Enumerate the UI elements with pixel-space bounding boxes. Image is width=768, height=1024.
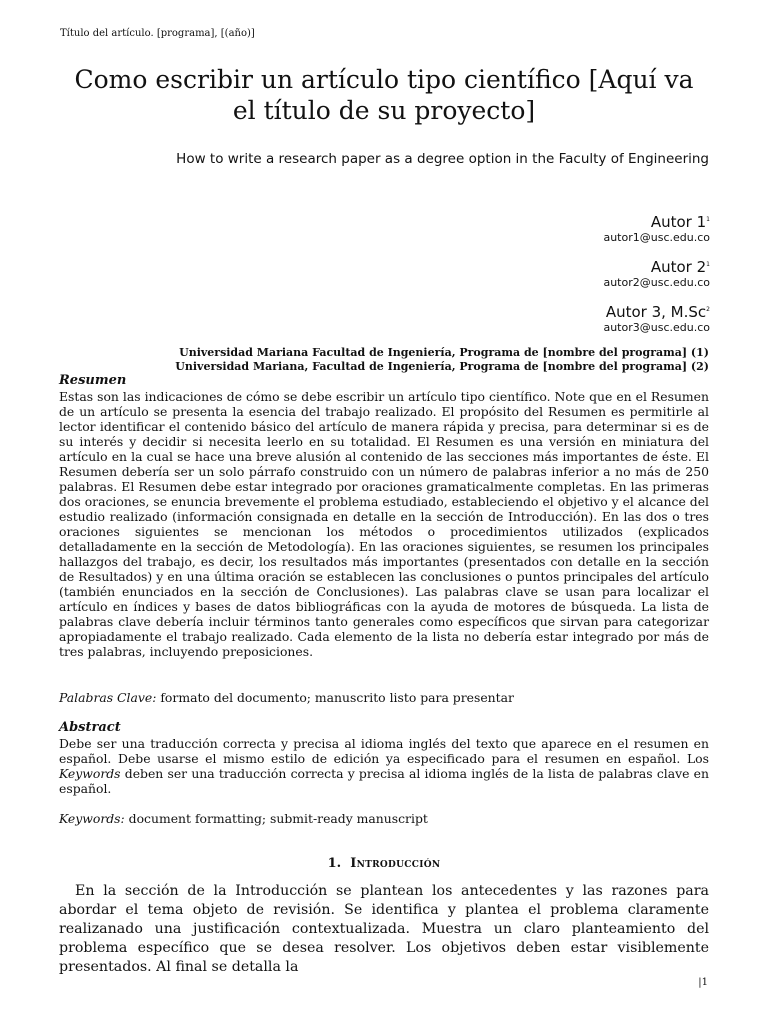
abstract-keywords-word: Keywords bbox=[59, 766, 121, 781]
author-1-email: autor1@usc.edu.co bbox=[603, 231, 710, 244]
paper-title-line-1: Como escribir un artículo tipo científico [Aquí va bbox=[74, 65, 694, 94]
author-1 bbox=[603, 211, 710, 244]
affiliation-2: Universidad Mariana, Facultad de Ingeniería, Programa de [nombre del programa] (2) bbox=[175, 359, 709, 373]
palabras-clave-value: formato del documento; manuscrito listo para presentar bbox=[156, 690, 514, 705]
palabras-clave-label: Palabras Clave: bbox=[59, 690, 157, 705]
introduccion-number: 1. bbox=[327, 856, 342, 871]
resumen-heading: Resumen bbox=[59, 373, 127, 388]
author-3-email: autor3@usc.edu.co bbox=[603, 321, 710, 334]
keywords-value: document formatting; submit-ready manuscript bbox=[124, 811, 428, 826]
author-3 bbox=[603, 301, 710, 334]
abstract-text bbox=[59, 736, 709, 796]
author-3-name-text: Autor 3, M.Sc bbox=[605, 303, 707, 321]
author-1-name-text: Autor 1 bbox=[650, 213, 707, 231]
affiliations bbox=[175, 346, 709, 373]
resumen-text: Estas son las indicaciones de cómo se debe escribir un artículo tipo científico. Note que en el Resumen de un artículo se presenta la esencia del trabajo realizado. El propósito del Resumen es permitirle al lector identificar el contenido básico del artículo de manera rápida y precisa, para determinar si es de su interés y decidir si necesita leerlo en su totalidad. El Resumen es una versión en miniatura del artículo en la cual se hace una breve alusión al contenido de las secciones más importantes de éste. El Resumen debería ser un solo párrafo construido con un número de palabras inferior a no más de 250 palabras. El Resumen debe estar integrado por oraciones gramaticalmente completas. En las primeras dos oraciones, se enuncia brevemente el problema estudiado, estableciendo el objetivo y el alcance del estudio realizado (información consignada en detalle en la sección de Introducción). En las dos o tres oraciones siguientes se mencionan los métodos o procedimientos utilizados (explicados detalladamente en la sección de Metodología). En las oraciones siguientes, se resumen los principales hallazgos del trabajo, es decir, los resultados más importantes (presentados con detalle en la sección de Resultados) y en una última oración se establecen las conclusiones o puntos principales del artículo (también enunciados en la sección de Conclusiones). Las palabras clave se usan para localizar el artículo en índices y bases de datos bibliográficas con la ayuda de motores de búsqueda. La lista de palabras clave debería incluir términos tanto generales como específicos que sirvan para categorizar apropiadamente el trabajo realizado. Cada elemento de la lista no debería estar integrado por más de tres palabras, incluyendo preposiciones. bbox=[59, 389, 709, 659]
abstract-heading: Abstract bbox=[59, 720, 121, 735]
author-2-name-text: Autor 2 bbox=[650, 258, 707, 276]
author-2 bbox=[603, 256, 710, 289]
introduccion-text: En la sección de la Introducción se plantean los antecedentes y las razones para abordar el tema objeto de revisión. Se identifica y plantea el problema claramente realizanado una justificación contextualizada. Muestra un claro planteamiento del problema específico que se desea resolver. Los objetivos deben estar visiblemente presentados. Al final se detalla la bbox=[59, 883, 709, 975]
page-number: |1 bbox=[698, 977, 708, 988]
keywords-line bbox=[59, 811, 428, 826]
affiliation-1: Universidad Mariana Facultad de Ingeniería, Programa de [nombre del programa] (1) bbox=[179, 346, 709, 359]
author-2-email: autor2@usc.edu.co bbox=[603, 276, 710, 289]
keywords-label: Keywords: bbox=[59, 811, 125, 826]
introduccion-title: Introducción bbox=[350, 856, 441, 871]
author-2-name bbox=[603, 256, 710, 276]
author-3-name bbox=[603, 301, 710, 321]
paper-title bbox=[40, 64, 728, 126]
running-head: Título del artículo. [programa], [(año)] bbox=[60, 28, 255, 39]
author-1-name bbox=[603, 211, 710, 231]
english-title: How to write a research paper as a degree option in the Faculty of Engineering bbox=[176, 151, 709, 167]
abstract-text-part-1: Debe ser una traducción correcta y precisa al idioma inglés del texto que aparece en el resumen en español. Debe usarse el mismo estilo de edición ya especificado para el resumen en español. Los bbox=[59, 736, 709, 766]
paper-title-line-2: el título de su proyecto] bbox=[232, 96, 536, 125]
author-3-affil-mark: 2 bbox=[706, 306, 710, 313]
abstract-text-part-2: deben ser una traducción correcta y precisa al idioma inglés de la lista de palabras clave en español. bbox=[59, 766, 709, 796]
author-2-affil-mark: 1 bbox=[706, 261, 710, 268]
author-1-affil-mark: 1 bbox=[706, 216, 710, 223]
palabras-clave-line bbox=[59, 690, 514, 705]
introduccion-heading bbox=[0, 856, 768, 871]
